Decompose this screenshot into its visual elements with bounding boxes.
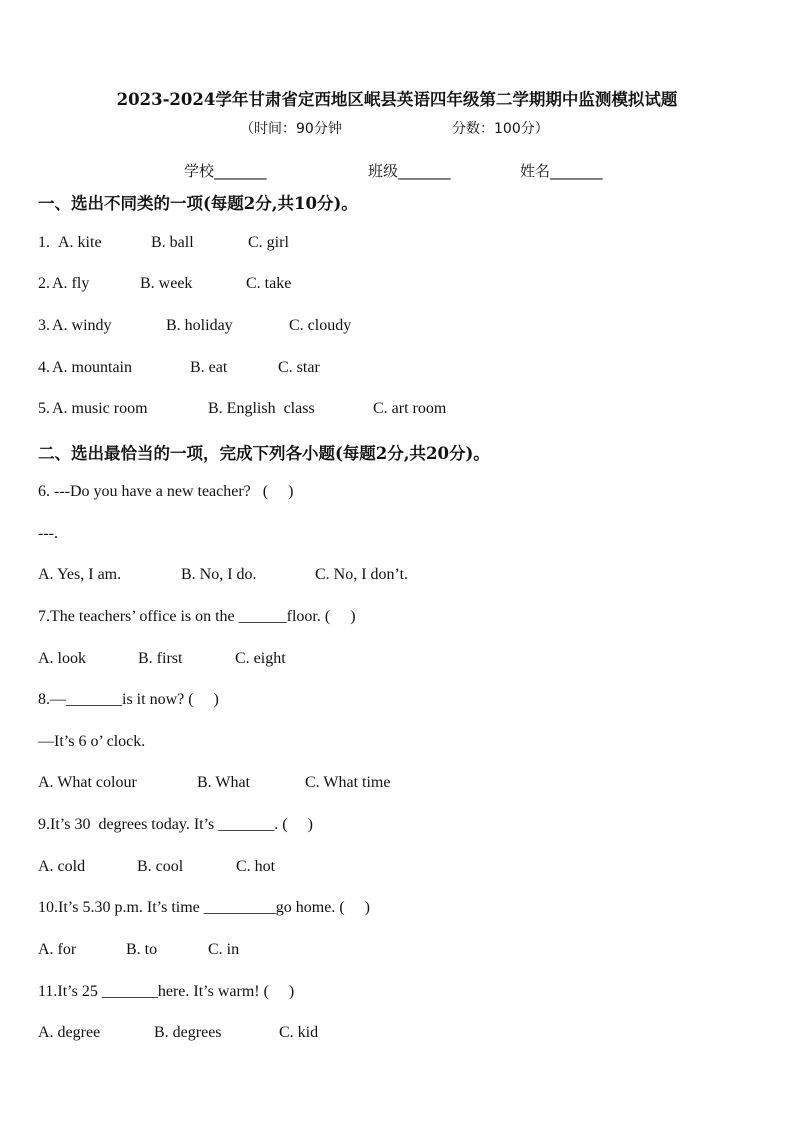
option-a: A. degree <box>38 1024 101 1041</box>
option-a: A. kite <box>58 234 102 251</box>
option-a: A. fly <box>52 275 90 292</box>
exam-title: 2023-2024学年甘肃省定西地区岷县英语四年级第二学期期中监测模拟试题 <box>116 90 678 109</box>
option-a: A. cold <box>38 858 86 875</box>
option-a: A. look <box>38 650 86 667</box>
option-b: B. No, I do. <box>181 566 257 583</box>
section-1-heading: 一、选出不同类的一项(每题2分,共10分)。 <box>38 194 358 213</box>
question-stem: 7.The teachers’ office is on the ______floor. ( ) <box>38 608 356 625</box>
option-a: A. What colour <box>38 774 137 791</box>
question-stem: 11.It’s 25 _______here. It’s warm! ( ) <box>38 983 295 1000</box>
dialogue-line: ---. <box>38 525 58 542</box>
option-b: B. week <box>140 275 193 292</box>
name-field: 姓名_______ <box>520 162 603 180</box>
option-a: A. Yes, I am. <box>38 566 122 583</box>
question-stem: 9.It’s 30 degrees today. It’s _______. ( ) <box>38 816 313 833</box>
option-c: C. eight <box>235 650 286 667</box>
option-a: A. for <box>38 941 77 958</box>
dialogue-line: —It’s 6 o’ clock. <box>38 733 146 750</box>
option-b: B. eat <box>190 359 228 376</box>
option-c: C. What time <box>305 774 391 791</box>
question-number: 3. <box>38 317 50 334</box>
option-b: B. ball <box>151 234 194 251</box>
option-c: C. hot <box>236 858 276 875</box>
question-number: 1. <box>38 234 54 251</box>
option-c: C. kid <box>279 1024 319 1041</box>
school-field: 学校_______ <box>184 162 267 180</box>
option-c: C. in <box>208 941 240 958</box>
question-number: 5. <box>38 400 50 417</box>
option-a: A. music room <box>52 400 148 417</box>
exam-score: 分数：100分） <box>452 121 549 137</box>
option-c: C. take <box>246 275 292 292</box>
option-b: B. to <box>126 941 158 958</box>
question-stem: 10.It’s 5.30 p.m. It’s time _________go home. ( ) <box>38 899 370 916</box>
option-c: C. art room <box>373 400 447 417</box>
option-b: B. holiday <box>166 317 233 334</box>
option-b: B. What <box>197 774 251 791</box>
question-number: 4. <box>38 359 50 376</box>
option-c: C. star <box>278 359 320 376</box>
question-stem: 6. ---Do you have a new teacher? ( ) <box>38 483 294 500</box>
option-b: B. first <box>138 650 183 667</box>
option-b: B. English class <box>208 400 315 417</box>
option-a: A. mountain <box>52 359 132 376</box>
class-field: 班级_______ <box>368 162 451 180</box>
question-stem: 8.—_______is it now? ( ) <box>38 691 219 708</box>
section-2-heading: 二、选出最恰当的一项，完成下列各小题(每题2分,共20分)。 <box>38 444 490 463</box>
option-a: A. windy <box>52 317 112 334</box>
option-b: B. cool <box>137 858 184 875</box>
question-number: 2. <box>38 275 50 292</box>
option-c: C. No, I don’t. <box>315 566 409 583</box>
exam-time: （时间：90分钟 <box>240 121 342 137</box>
option-c: C. girl <box>248 234 289 251</box>
option-b: B. degrees <box>154 1024 222 1041</box>
option-c: C. cloudy <box>289 317 352 334</box>
